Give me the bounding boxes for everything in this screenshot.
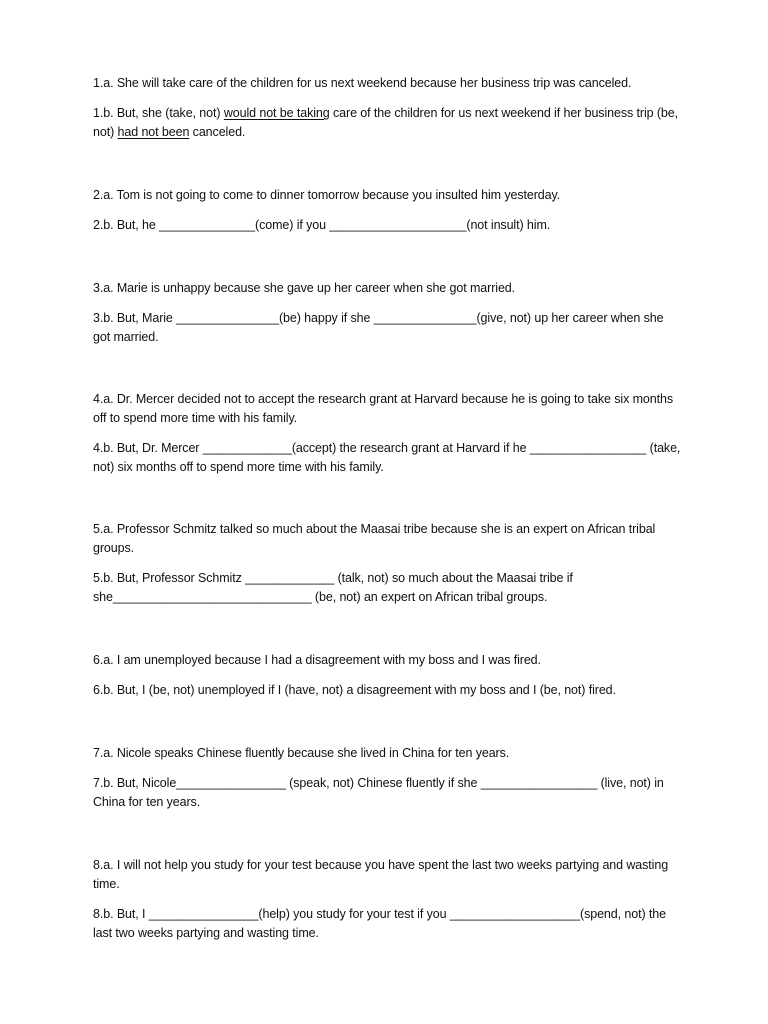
exercise-1-answer-1: would not be taking [223, 106, 330, 120]
exercise-4-sentence-b: 4.b. But, Dr. Mercer _____________(accept) the research grant at Harvard if he _________________ (take, not) six months off to spend more time with his family. [93, 441, 681, 474]
exercise-8-sentence-a: 8.a. I will not help you study for your test because you have spent the last two weeks partying and wasting time. [93, 858, 669, 891]
exercise-8-sentence-b: 8.b. But, I ________________(help) you study for your test if you ___________________(spend, not) the last two weeks partying and wasting time. [93, 907, 666, 940]
exercise-1-b-part-3: canceled. [189, 125, 246, 139]
exercise-1-b-part-1: 1.b. But, she (take, not) [93, 106, 224, 120]
exercise-4 [93, 390, 683, 477]
exercise-1-b-part-2: care of the children for us next weekend if her business trip (be, not) [93, 106, 678, 139]
exercise-1-sentence-a: 1.a. She will take care of the children for us next weekend because her business trip was canceled. [93, 76, 632, 90]
exercise-7-sentence-b: 7.b. But, Nicole________________ (speak, not) Chinese fluently if she _________________ (live, not) in China for ten years. [93, 776, 664, 809]
exercise-5-sentence-a: 5.a. Professor Schmitz talked so much about the Maasai tribe because she is an expert on African tribal groups. [93, 522, 656, 555]
exercise-2-sentence-a: 2.a. Tom is not going to come to dinner tomorrow because you insulted him yesterday. [93, 188, 561, 202]
exercise-1-answer-2: had not been [117, 125, 190, 139]
exercise-6-sentence-a: 6.a. I am unemployed because I had a disagreement with my boss and I was fired. [93, 653, 541, 667]
exercise-3-sentence-b: 3.b. But, Marie _______________(be) happy if she _______________(give, not) up her career when she got married. [93, 311, 664, 344]
exercise-5 [93, 520, 683, 607]
exercise-7 [93, 744, 683, 812]
exercise-3-sentence-a: 3.a. Marie is unhappy because she gave up her career when she got married. [93, 281, 516, 295]
exercise-6-sentence-b: 6.b. But, I (be, not) unemployed if I (have, not) a disagreement with my boss and I (be, not) fired. [93, 683, 616, 697]
exercise-7-sentence-a: 7.a. Nicole speaks Chinese fluently because she lived in China for ten years. [93, 746, 510, 760]
exercise-5-sentence-b: 5.b. But, Professor Schmitz _____________ (talk, not) so much about the Maasai tribe if she_____________________________ (be, not) an expert on African tribal groups. [93, 571, 573, 604]
exercise-2-sentence-b: 2.b. But, he ______________(come) if you ____________________(not insult) him. [93, 218, 551, 232]
exercise-1 [93, 74, 683, 142]
exercise-8 [93, 856, 683, 943]
exercise-6 [93, 651, 683, 700]
exercise-1-sentence-b [93, 104, 683, 142]
exercise-2 [93, 186, 683, 235]
exercise-3 [93, 279, 683, 347]
exercise-4-sentence-a: 4.a. Dr. Mercer decided not to accept the research grant at Harvard because he is going to take six months off to spend more time with his family. [93, 392, 673, 425]
